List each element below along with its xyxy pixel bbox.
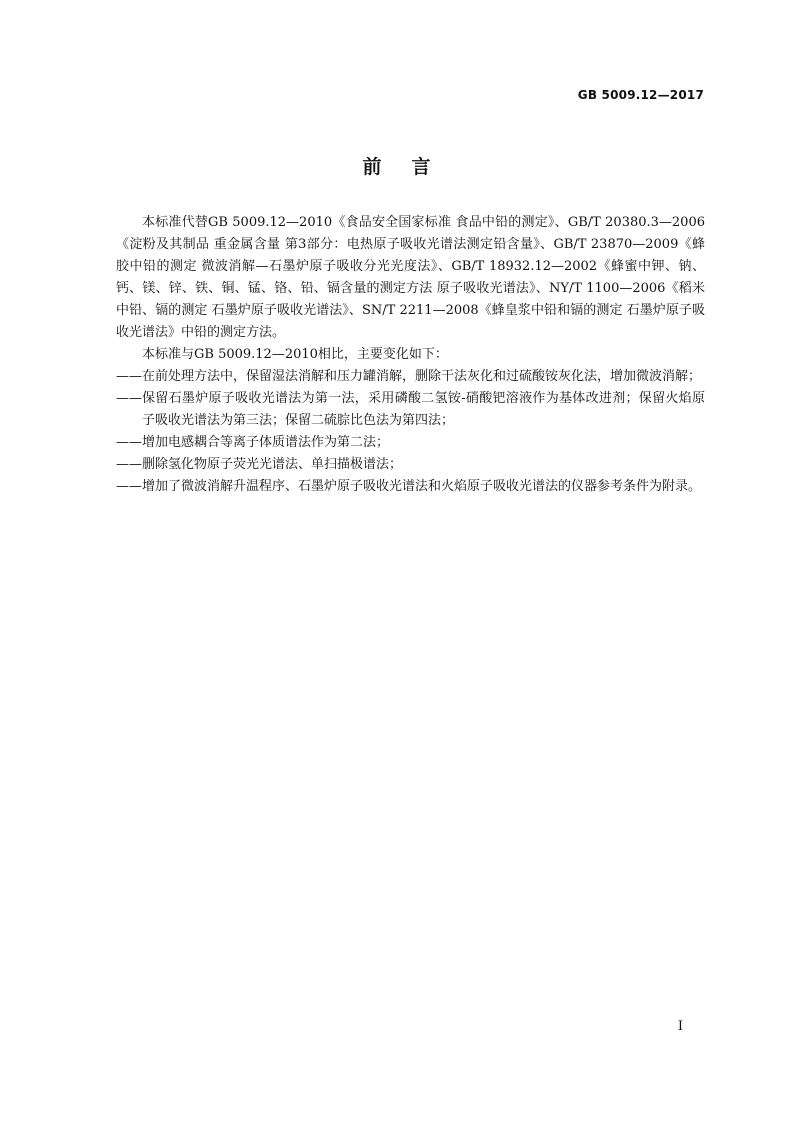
changes-list xyxy=(116,366,705,498)
list-item-text: 增加电感耦合等离子体质谱法作为第二法； xyxy=(142,435,390,450)
paragraph-changes-intro: 本标准与GB 5009.12—2010相比，主要变化如下： xyxy=(142,347,448,362)
list-item-text: 保留石墨炉原子吸收光谱法为第一法，采用磷酸二氢铵-硝酸钯溶液作为基体改进剂；保留火焰原子吸收光谱法为第三法；保留二硫腙比色法为第四法； xyxy=(142,391,705,428)
dash-marker: —— xyxy=(116,391,142,406)
list-item-text: 在前处理方法中，保留湿法消解和压力罐消解，删除干法灰化和过硫酸铵灰化法，增加微波消解； xyxy=(142,369,702,384)
page-number: I xyxy=(677,1019,683,1034)
paragraph-replacement: 本标准代替GB 5009.12—2010《食品安全国家标准 食品中铅的测定》、GB/T 20380.3—2006《淀粉及其制品 重金属含量 第3部分：电热原子吸收光谱法测定铅含量》、GB/T 23870—2009《蜂胶中铅的测定 微波消解—石墨炉原子吸收分光光度法》、GB/T 18932.12—2002《蜂蜜中钾、钠、钙、镁、锌、铁、铜、锰、铬、铅、镉含量的测定方法 原子吸收光谱法》、NY/T 1100—2006《稻米中铅、镉的测定 石墨炉原子吸收光谱法》、SN/T 2211—2008《蜂皇浆中铅和镉的测定 石墨炉原子吸收光谱法》中铅的测定方法。 xyxy=(116,215,705,340)
dash-marker: —— xyxy=(116,435,142,450)
list-item xyxy=(116,388,705,432)
dash-marker: —— xyxy=(116,369,142,384)
dash-marker: —— xyxy=(116,479,142,494)
list-item xyxy=(116,432,705,454)
dash-marker: —— xyxy=(116,457,142,472)
foreword-body xyxy=(116,212,705,498)
list-item-text: 删除氢化物原子荧光光谱法、单扫描极谱法； xyxy=(142,457,403,472)
list-item xyxy=(116,476,705,498)
standard-number: GB 5009.12—2017 xyxy=(577,88,704,102)
list-item xyxy=(116,366,705,388)
page-title: 前言 xyxy=(362,156,461,178)
list-item xyxy=(116,454,705,476)
list-item-text: 增加了微波消解升温程序、石墨炉原子吸收光谱法和火焰原子吸收光谱法的仪器参考条件为附录。 xyxy=(142,479,702,494)
